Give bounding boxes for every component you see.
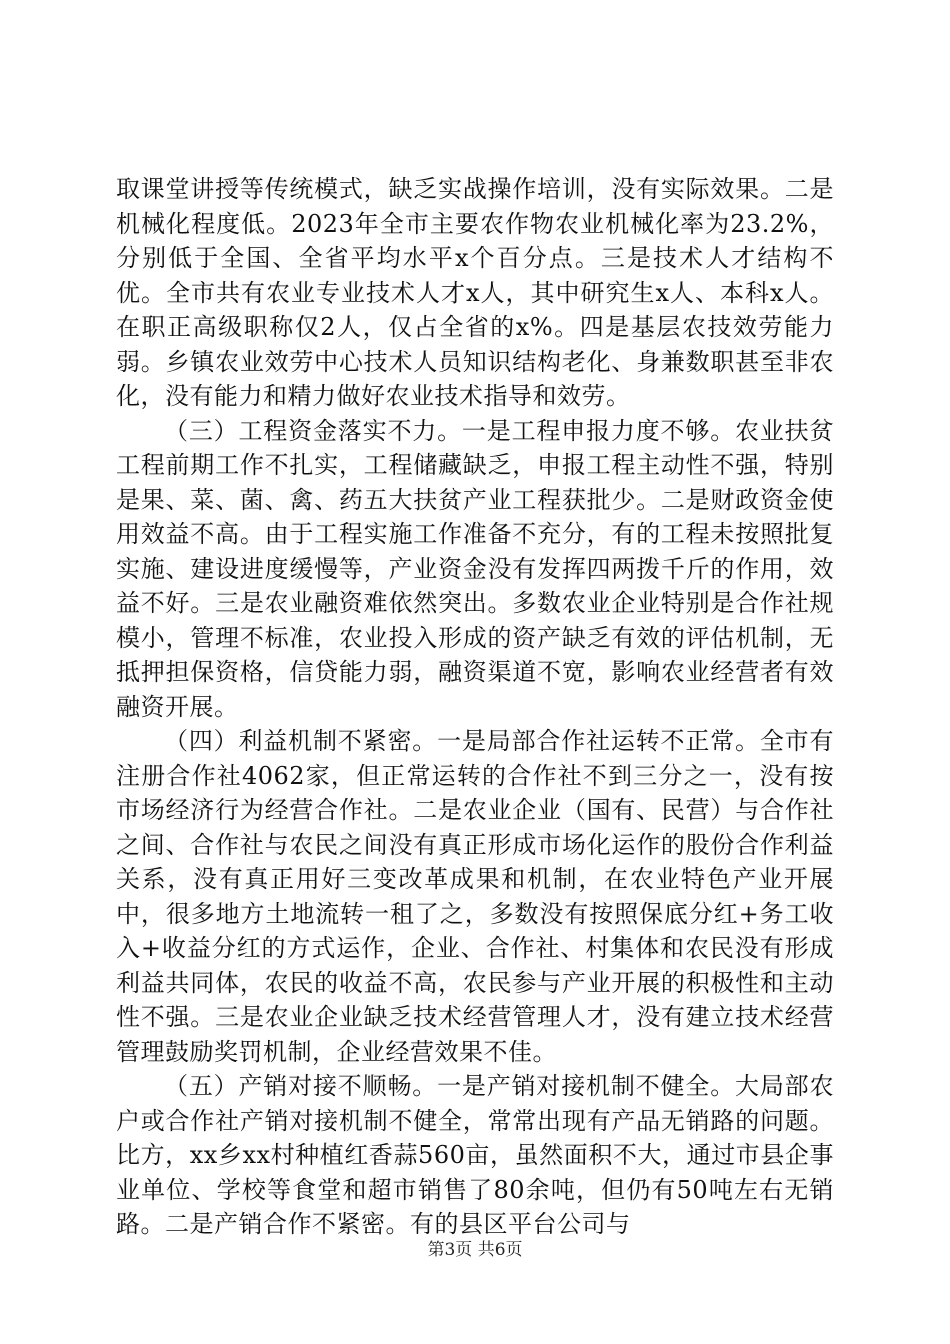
section-three-paragraph: （三）工程资金落实不力。一是工程申报力度不够。农业扶贫工程前期工作不扎实，工程储藏缺乏，申报工程主动性不强，特别是果、菜、菌、禽、药五大扶贫产业工程获批少。二是财政资金使用效益不高。由于工程实施工作准备不充分，有的工程未按照批复实施、建设进度缓慢等，产业资金没有发挥四两拨千斤的作用，效益不好。三是农业融资难依然突出。多数农业企业特别是合作社规模小，管理不标准，农业投入形成的资产缺乏有效的评估机制，无抵押担保资格，信贷能力弱，融资渠道不宽，影响农业经营者有效融资开展。 <box>116 416 834 721</box>
document-body <box>116 172 834 1242</box>
section-five-paragraph: （五）产销对接不顺畅。一是产销对接机制不健全。大局部农户或合作社产销对接机制不健全，常常出现有产品无销路的问题。比方，xx乡xx村种植红香蒜560亩，虽然面积不大，通过市县企事业单位、学校等食堂和超市销售了80余吨，但仍有50吨左右无销路。二是产销合作不紧密。有的县区平台公司与 <box>116 1072 834 1238</box>
page-number-footer: 第3页 共6页 <box>427 1240 523 1260</box>
body-paragraph-1: 取课堂讲授等传统模式，缺乏实战操作培训，没有实际效果。二是机械化程度低。2023年全市主要农作物农业机械化率为23.2%，分别低于全国、全省平均水平x个百分点。三是技术人才结构不优。全市共有农业专业技术人才x人，其中研究生x人、本科x人。在职正高级职称仅2人，仅占全省的x%。四是基层农技效劳能力弱。乡镇农业效劳中心技术人员知识结构老化、身兼数职甚至非农化，没有能力和精力做好农业技术指导和效劳。 <box>116 175 834 410</box>
section-four-paragraph: （四）利益机制不紧密。一是局部合作社运转不正常。全市有注册合作社4062家，但正常运转的合作社不到三分之一，没有按市场经济行为经营合作社。二是农业企业（国有、民营）与合作社之间、合作社与农民之间没有真正形成市场化运作的股份合作利益关系，没有真正用好三变改革成果和机制，在农业特色产业开展中，很多地方土地流转一租了之，多数没有按照保底分红+务工收入+收益分红的方式运作，企业、合作社、村集体和农民没有形成利益共同体，农民的收益不高，农民参与产业开展的积极性和主动性不强。三是农业企业缺乏技术经营管理人才，没有建立技术经营管理鼓励奖罚机制，企业经营效果不佳。 <box>116 727 834 1066</box>
